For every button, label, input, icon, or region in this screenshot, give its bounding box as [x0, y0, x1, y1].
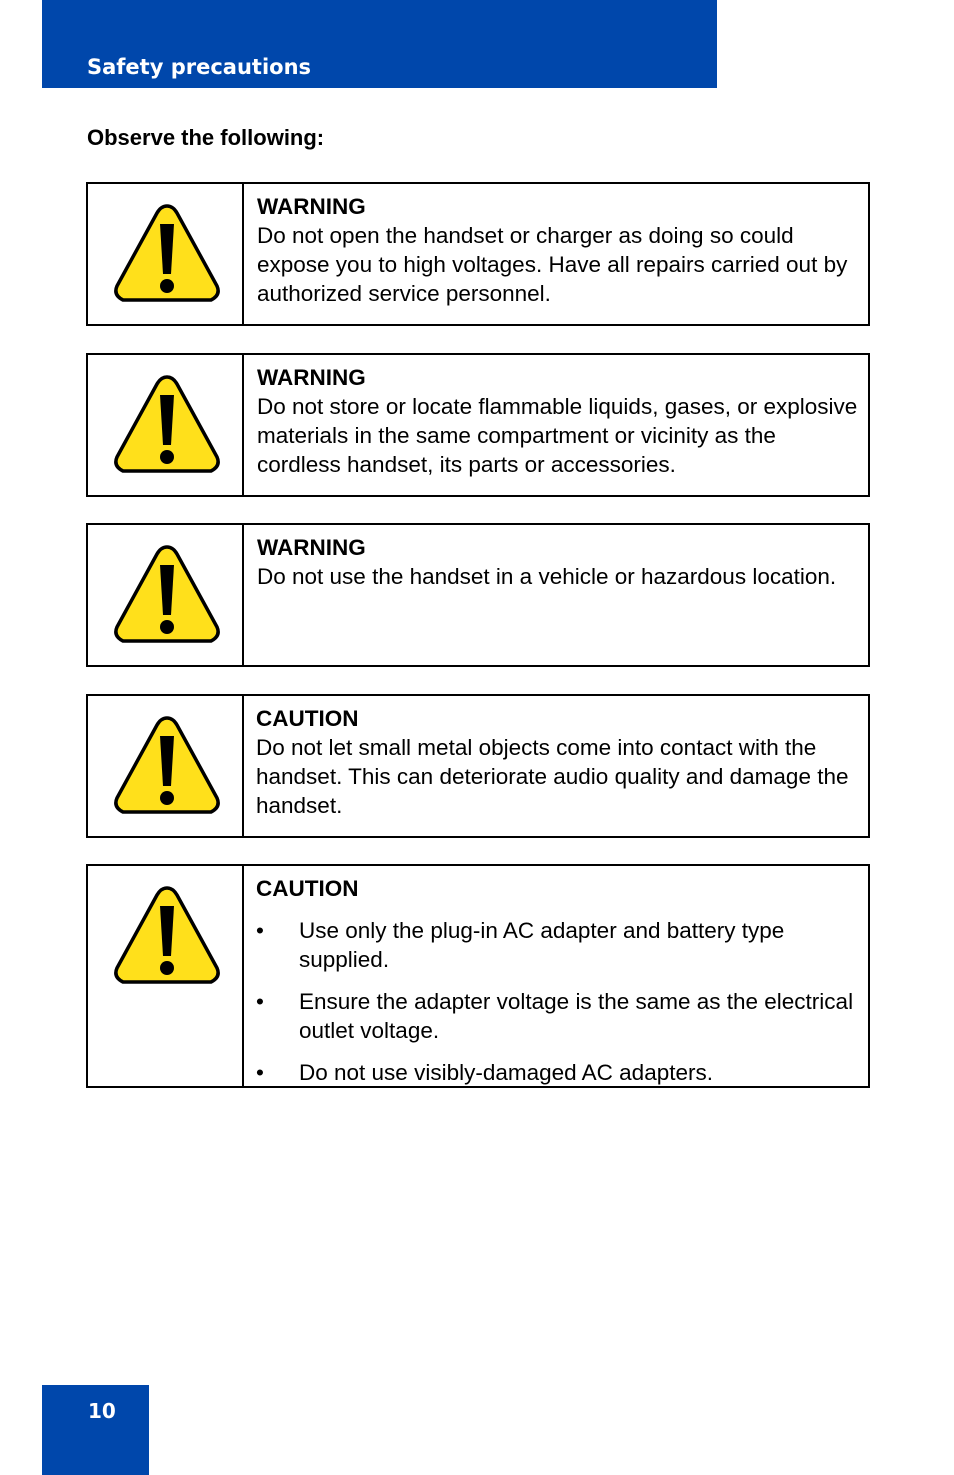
caution-notice-2 [86, 864, 870, 1088]
warning-triangle-icon [111, 200, 223, 306]
list-item [256, 987, 860, 1045]
notice-body: Do not open the handset or charger as doing so could expose you to high voltages. Have all repairs carried out by authorized service personnel. [257, 223, 848, 306]
notice-text [257, 363, 860, 479]
notice-text [256, 874, 860, 1087]
notice-bullet-list [256, 916, 860, 1087]
notice-heading: WARNING [257, 194, 366, 219]
bullet-text: Do not use visibly-damaged AC adapters. [299, 1060, 713, 1085]
bullet-symbol: • [256, 918, 264, 943]
intro-text: Observe the following: [87, 125, 325, 150]
notice-heading: CAUTION [256, 706, 359, 731]
notice-icon-cell [88, 696, 244, 836]
notice-body: Do not use the handset in a vehicle or hazardous location. [257, 564, 837, 589]
list-item [256, 916, 860, 974]
bullet-text: Use only the plug-in AC adapter and battery type supplied. [299, 918, 785, 972]
section-title: Safety precautions [87, 55, 312, 79]
warning-triangle-icon [111, 541, 223, 647]
bullet-symbol: • [256, 1060, 264, 1085]
caution-notice-1 [86, 694, 870, 838]
warning-triangle-icon [111, 371, 223, 477]
notice-body: Do not let small metal objects come into contact with the handset. This can deteriorate audio quality and damage the handset. [256, 735, 849, 818]
notice-icon-cell [88, 866, 244, 1086]
notice-icon-cell [88, 525, 244, 665]
page-number-tab [42, 1385, 149, 1475]
notice-text [257, 192, 860, 308]
warning-triangle-icon [111, 882, 223, 988]
notice-heading: CAUTION [256, 876, 359, 901]
bullet-symbol: • [256, 989, 264, 1014]
header-bar [42, 0, 717, 88]
page-number: 10 [88, 1399, 116, 1423]
notice-text [256, 704, 864, 820]
notice-body: Do not store or locate flammable liquids, gases, or explosive materials in the same compartment or vicinity as the cordless handset, its parts or accessories. [257, 394, 858, 477]
notice-text [257, 533, 860, 591]
notice-icon-cell [88, 184, 244, 324]
notice-heading: WARNING [257, 365, 366, 390]
notice-heading: WARNING [257, 535, 366, 560]
list-item [256, 1058, 860, 1087]
warning-notice-1 [86, 182, 870, 326]
warning-notice-3 [86, 523, 870, 667]
warning-notice-2 [86, 353, 870, 497]
warning-triangle-icon [111, 712, 223, 818]
notice-icon-cell [88, 355, 244, 495]
bullet-text: Ensure the adapter voltage is the same as the electrical outlet voltage. [299, 989, 854, 1043]
